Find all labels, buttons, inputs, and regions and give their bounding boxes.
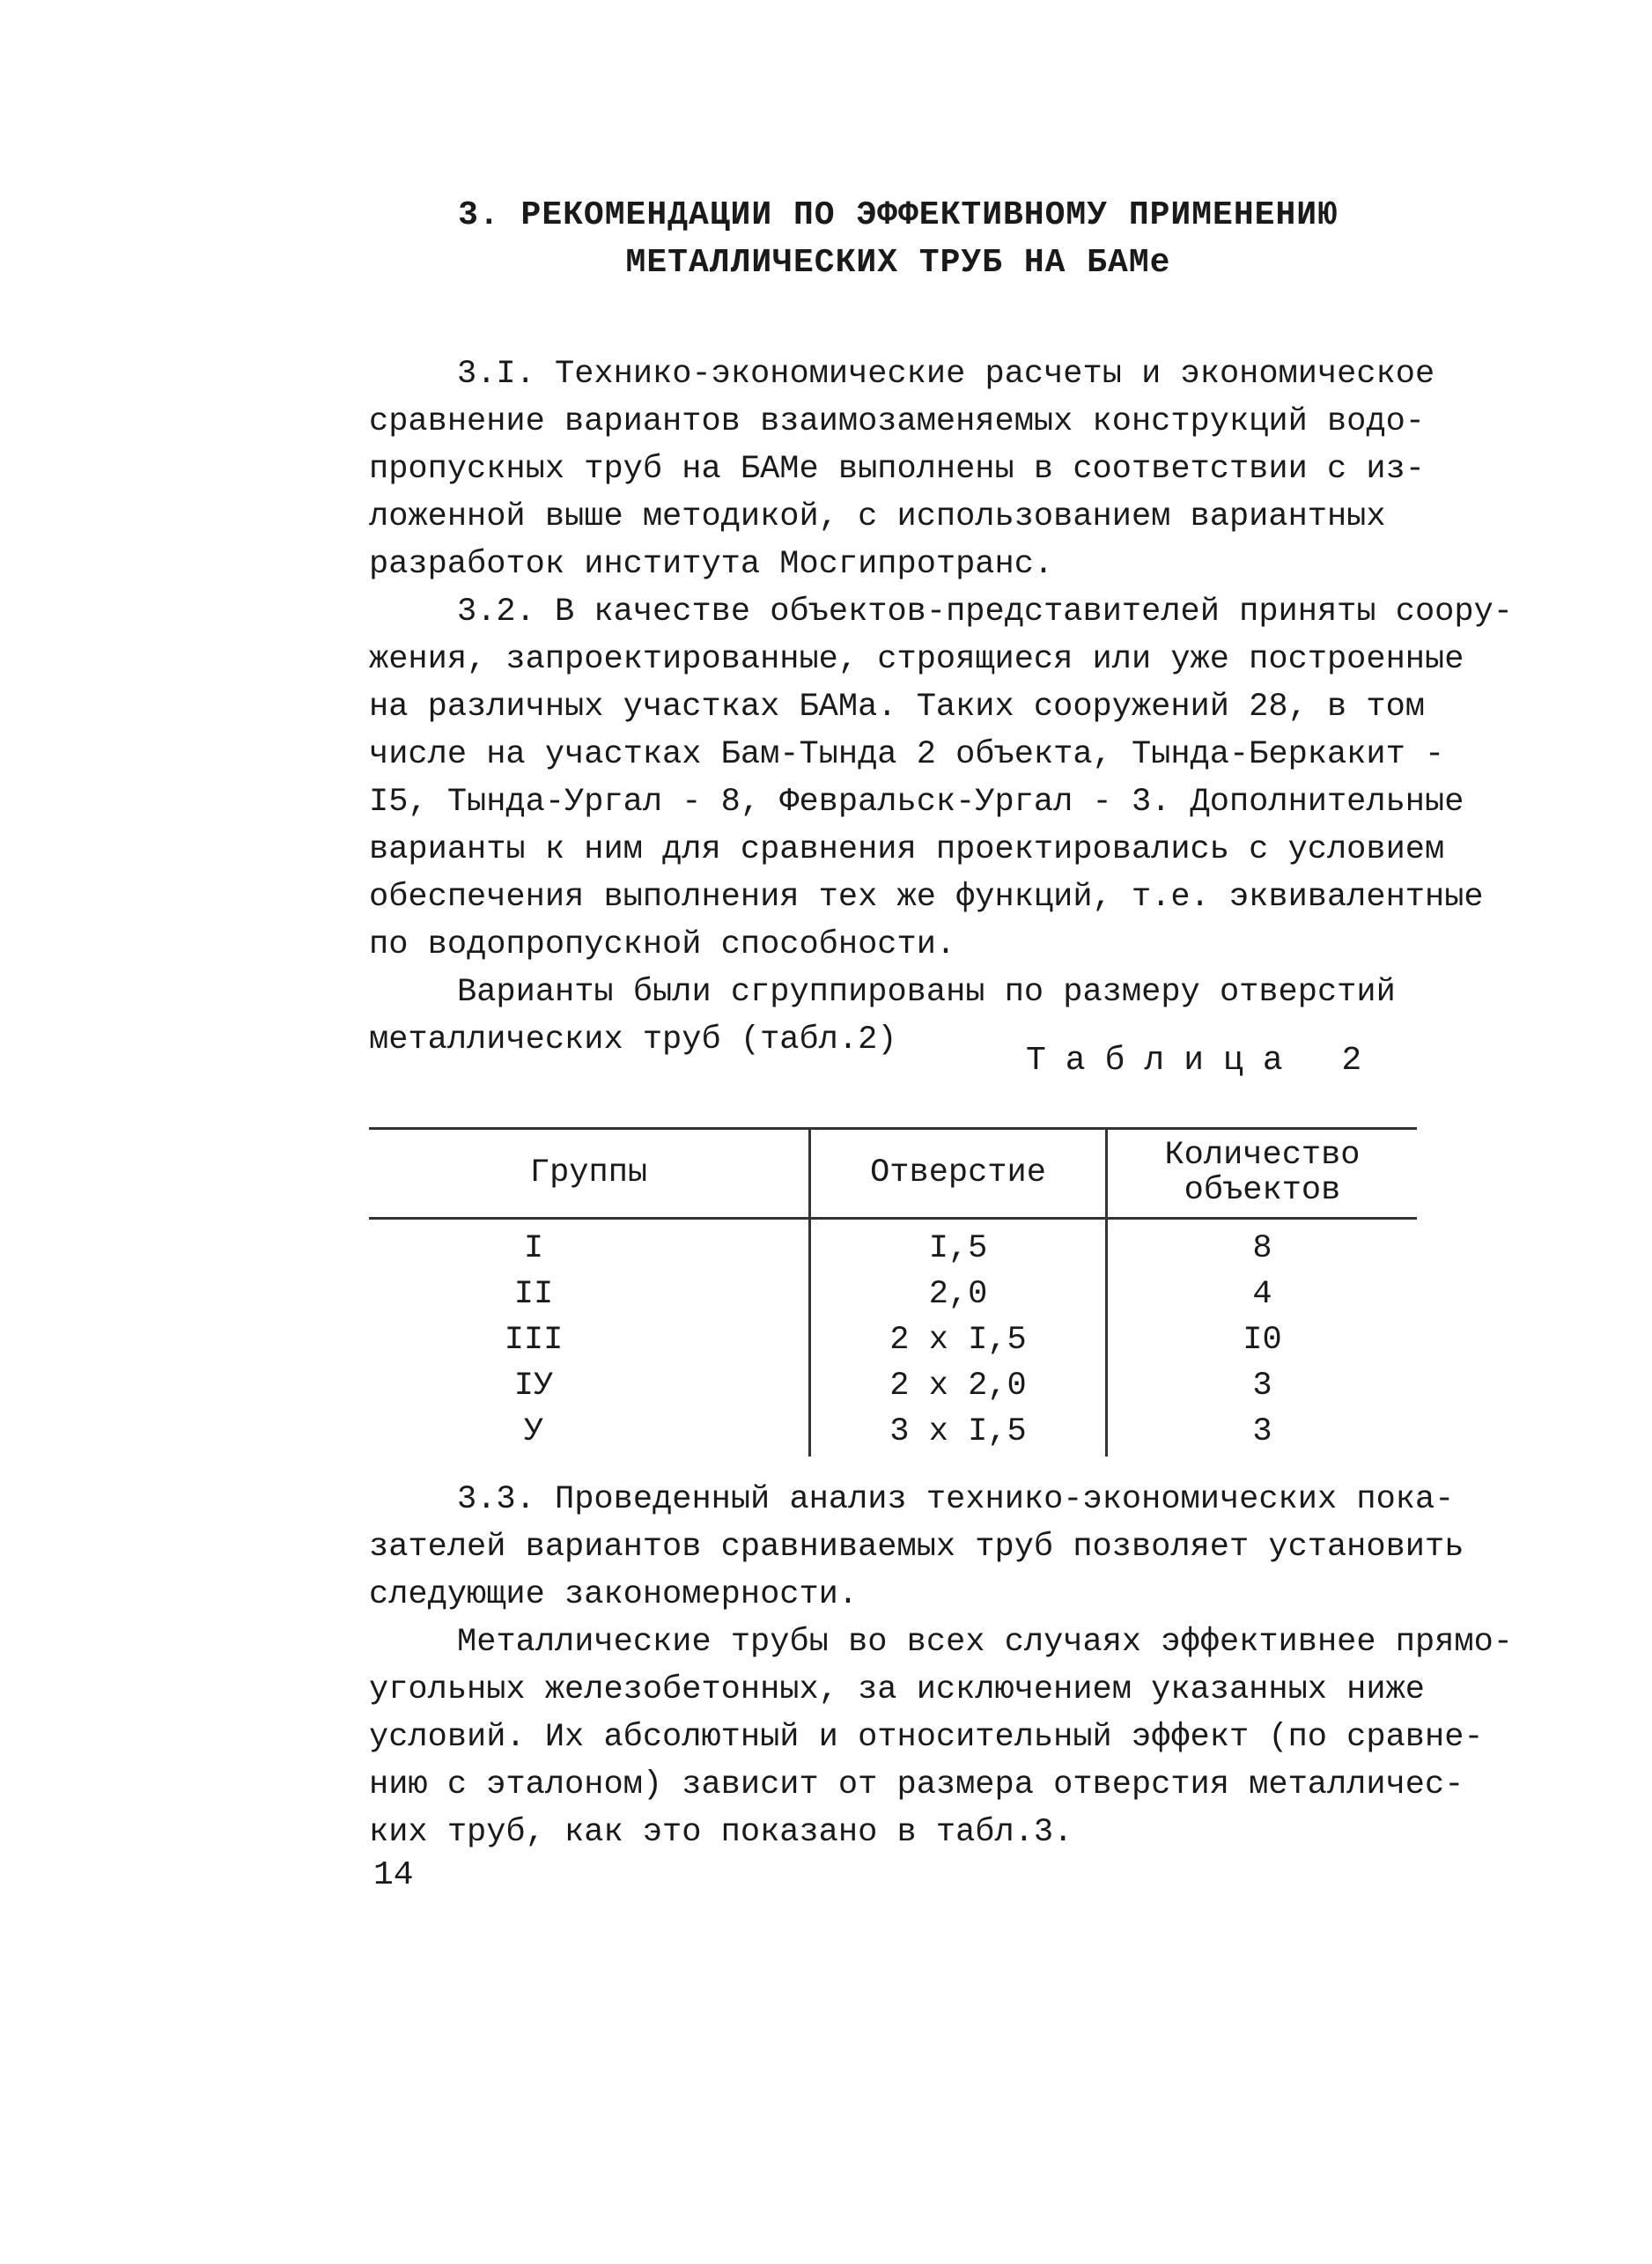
- paragraph-final-line: условий. Их абсолютный и относительный эффект (по сравне-: [369, 1719, 1484, 1756]
- table-cell-opening: 3 x I,5: [889, 1413, 1027, 1450]
- table-cell-count: 3: [1252, 1413, 1272, 1450]
- table-header-count: объектов: [1184, 1172, 1341, 1209]
- table-cell-opening: 2 x I,5: [889, 1322, 1027, 1359]
- table-header-count: Количество: [1164, 1137, 1361, 1174]
- table-top-rule: [369, 1127, 1417, 1130]
- paragraph-3-2-line: обеспечения выполнения тех же функций, т.е. эквивалентные: [369, 879, 1484, 916]
- table-cell-count: 3: [1252, 1368, 1272, 1405]
- section-heading-line-1: 3. РЕКОМЕНДАЦИИ ПО ЭФФЕКТИВНОМУ ПРИМЕНЕНИЮ: [458, 196, 1339, 234]
- table-header-rule: [369, 1217, 1417, 1220]
- paragraph-final-line: Металлические трубы во всех случаях эффективнее прямо-: [457, 1624, 1513, 1661]
- paragraph-final-line: угольных железобетонных, за исключением указанных ниже: [369, 1671, 1425, 1708]
- paragraph-3-1-line: разработок института Мосгипротранс.: [369, 546, 1054, 583]
- paragraph-3-2-line: варианты к ним для сравнения проектировались с условием: [369, 831, 1445, 868]
- table-cell-group: I: [523, 1230, 544, 1267]
- table-intro-line: Варианты были сгруппированы по размеру отверстий: [457, 974, 1396, 1011]
- table-intro-line: металлических труб (табл.2): [369, 1021, 897, 1058]
- table-cell-count: 4: [1252, 1276, 1272, 1313]
- section-heading-line-2: МЕТАЛЛИЧЕСКИХ ТРУБ НА БАМе: [625, 244, 1171, 282]
- table-cell-group: III: [504, 1322, 564, 1359]
- paragraph-final-line: нию с эталоном) зависит от размера отверстия металличес-: [369, 1766, 1464, 1803]
- table-cell-group: IУ: [513, 1368, 554, 1405]
- paragraph-3-2-line: на различных участках БАМа. Таких сооружений 28, в том: [369, 689, 1425, 726]
- table-cell-opening: 2,0: [928, 1276, 988, 1313]
- paragraph-3-3-line: зателей вариантов сравниваемых труб позволяет установить: [369, 1529, 1464, 1566]
- table-header-opening: Отверстие: [870, 1154, 1046, 1191]
- table-header-groups: Группы: [529, 1154, 648, 1191]
- table-title: Таблица 2: [1026, 1042, 1382, 1080]
- paragraph-3-1-line: ложенной выше методикой, с использованием вариантных: [369, 498, 1386, 535]
- table-cell-group: У: [523, 1413, 544, 1450]
- table-cell-count: I0: [1243, 1322, 1282, 1359]
- paragraph-3-1-line: сравнение вариантов взаимозаменяемых конструкций водо-: [369, 403, 1425, 440]
- paragraph-3-2-line: по водопропускной способности.: [369, 926, 956, 963]
- paragraph-3-2-line: числе на участках Бам-Тында 2 объекта, Тында-Беркакит -: [369, 736, 1445, 773]
- table-cell-group: II: [513, 1276, 554, 1313]
- paragraph-3-2-line: 3.2. В качестве объектов-представителей приняты соору-: [457, 594, 1513, 631]
- paragraph-3-2-line: I5, Тында-Ургал - 8, Февральск-Ургал - 3. Дополнительные: [369, 784, 1464, 821]
- table-cell-opening: 2 x 2,0: [889, 1368, 1027, 1405]
- paragraph-3-1-line: 3.I. Технико-экономические расчеты и экономическое: [457, 356, 1435, 393]
- paragraph-3-1-line: пропускных труб на БАМе выполнены в соответствии с из-: [369, 451, 1425, 488]
- paragraph-3-3-line: 3.3. Проведенный анализ технико-экономических пока-: [457, 1481, 1455, 1518]
- paragraph-3-3-line: следующие закономерности.: [369, 1576, 859, 1613]
- paragraph-3-2-line: жения, запроектированные, строящиеся или уже построенные: [369, 641, 1464, 678]
- page-number: 14: [373, 1856, 414, 1894]
- table-cell-opening: I,5: [928, 1230, 988, 1267]
- paragraph-final-line: ких труб, как это показано в табл.3.: [369, 1814, 1073, 1851]
- table-cell-count: 8: [1252, 1230, 1272, 1267]
